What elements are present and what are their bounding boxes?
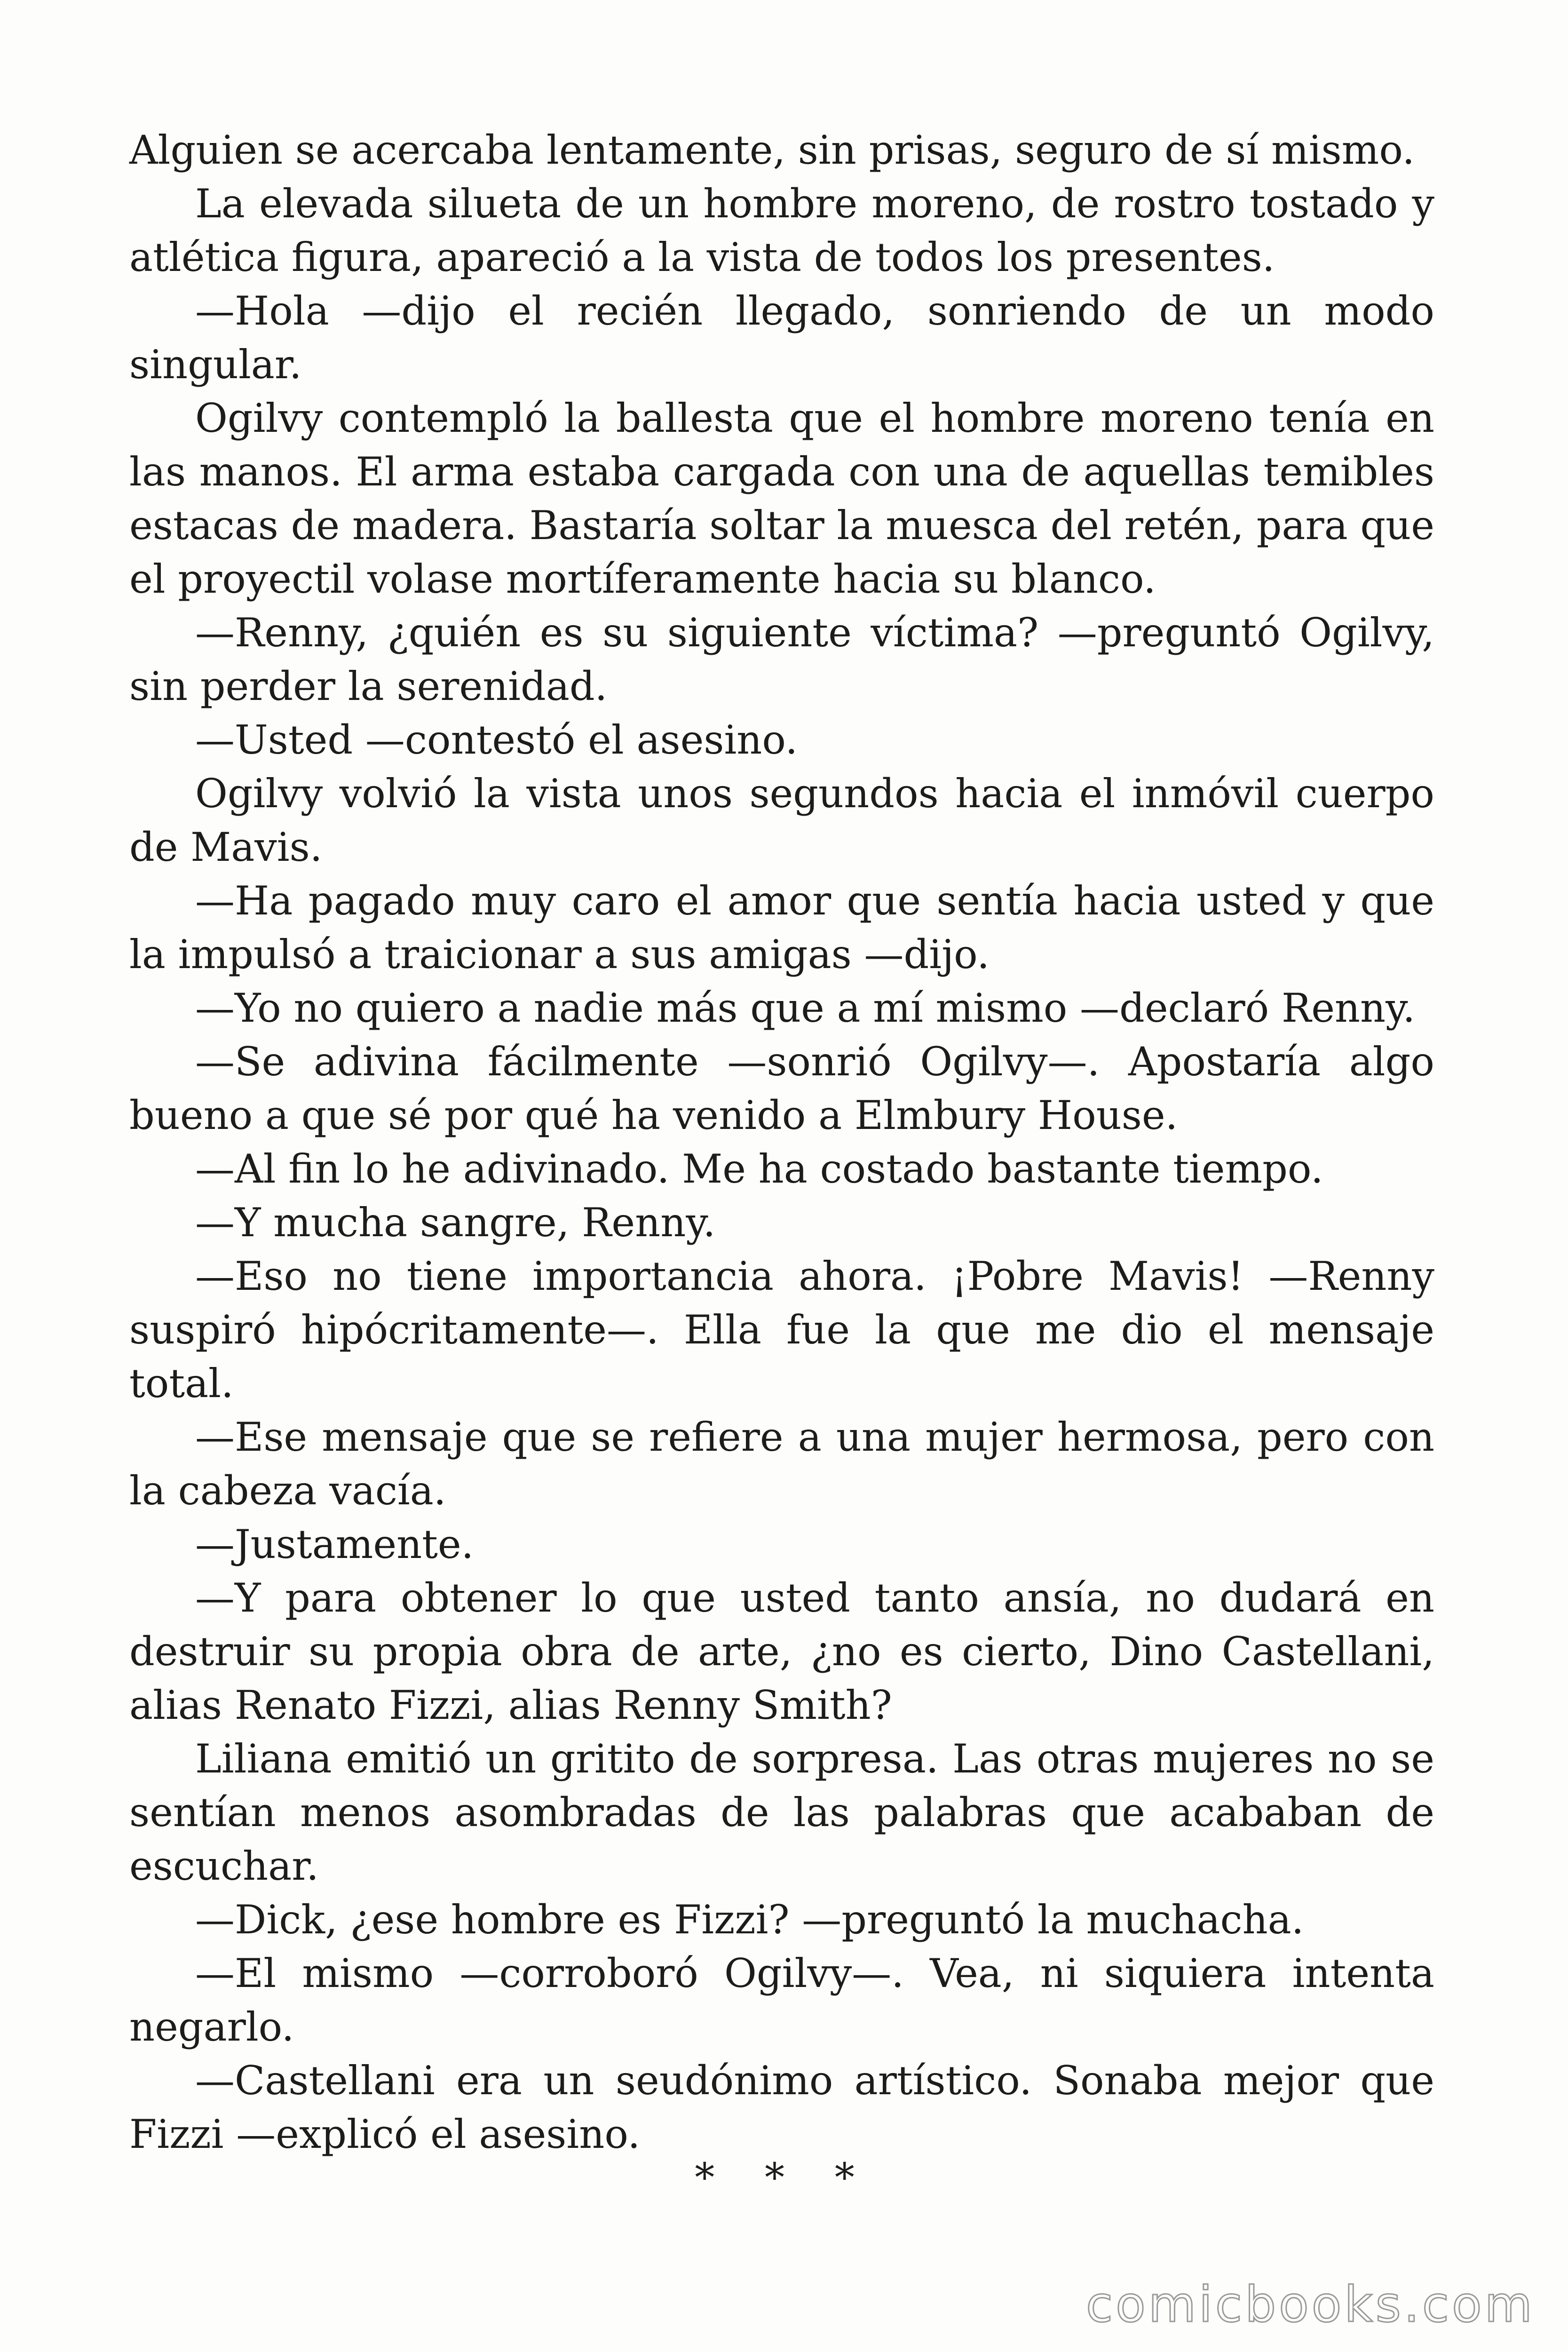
paragraph: —Renny, ¿quién es su siguiente víctima? —preguntó Ogilvy, sin perder la serenidad. [129, 610, 1434, 709]
paragraph: Alguien se acercaba lentamente, sin prisas, seguro de sí mismo. [129, 127, 1415, 173]
paragraph: —Ha pagado muy caro el amor que sentía hacia usted y que la impulsó a traicionar a sus amigas —dijo. [129, 878, 1434, 977]
body-text [129, 123, 1434, 2161]
paragraph: —Dick, ¿ese hombre es Fizzi? —preguntó la muchacha. [195, 1897, 1304, 1943]
paragraph: —Al fin lo he adivinado. Me ha costado bastante tiempo. [195, 1146, 1323, 1192]
paragraph: —Castellani era un seudónimo artístico. Sonaba mejor que Fizzi —explicó el asesino. [129, 2058, 1434, 2157]
paragraph: —Ese mensaje que se refiere a una mujer hermosa, pero con la cabeza vacía. [129, 1414, 1434, 1514]
paragraph: —El mismo —corroboró Ogilvy—. Vea, ni siquiera intenta negarlo. [129, 1950, 1434, 2050]
paragraph: Ogilvy volvió la vista unos segundos hacia el inmóvil cuerpo de Mavis. [129, 771, 1434, 870]
paragraph: Ogilvy contempló la ballesta que el hombre moreno tenía en las manos. El arma estaba cargada con una de aquellas temibles estacas de madera. Bastaría soltar la muesca del retén, para que el proyectil volase mortíferamente hacia su blanco. [129, 395, 1434, 602]
paragraph: —Justamente. [195, 1521, 474, 1567]
watermark: comicbooks.com [1085, 2276, 1535, 2333]
paragraph: —Usted —contestó el asesino. [195, 717, 798, 763]
paragraph: —Se adivina fácilmente —sonrió Ogilvy—. Apostaría algo bueno a que sé por qué ha venido a Elmbury House. [129, 1039, 1434, 1138]
paragraph: Liliana emitió un gritito de sorpresa. Las otras mujeres no se sentían menos asombradas de las palabras que acababan de escuchar. [129, 1736, 1434, 1889]
paragraph: —Yo no quiero a nadie más que a mí mismo —declaró Renny. [195, 985, 1416, 1031]
paragraph: —Y para obtener lo que usted tanto ansía, no dudará en destruir su propia obra de arte, ¿no es cierto, Dino Castellani, alias Renato Fizzi, alias Renny Smith? [129, 1575, 1434, 1728]
section-separator: * * * [695, 2154, 873, 2201]
paragraph: —Eso no tiene importancia ahora. ¡Pobre Mavis! —Renny suspiró hipócritamente—. Ella fue la que me dio el mensaje total. [129, 1253, 1434, 1406]
paragraph: —Hola —dijo el recién llegado, sonriendo de un modo singular. [129, 288, 1434, 388]
paragraph: La elevada silueta de un hombre moreno, de rostro tostado y atlética figura, apareció a la vista de todos los presentes. [129, 181, 1434, 280]
paragraph: —Y mucha sangre, Renny. [195, 1200, 716, 1246]
